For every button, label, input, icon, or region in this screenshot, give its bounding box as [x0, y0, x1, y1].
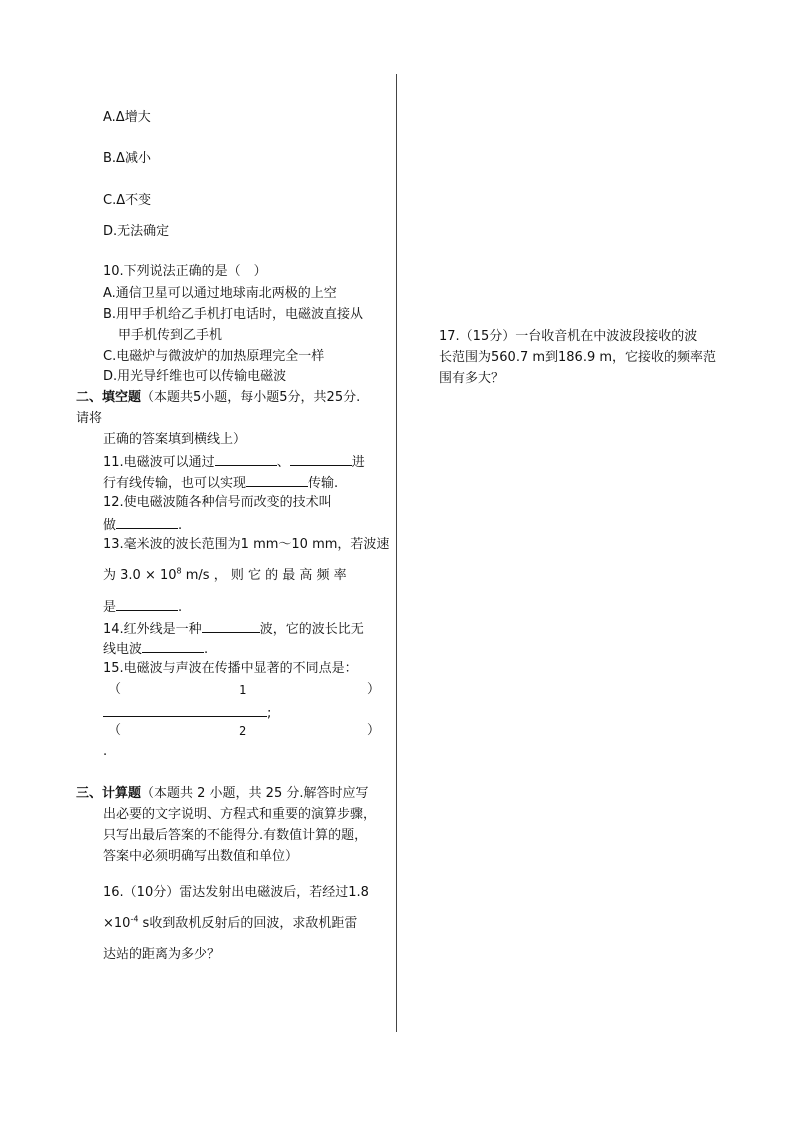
q13-line2: 为 $3.0 \times 10^8$ m/s ， 则 它 的 最 高 频 率 [103, 566, 347, 583]
option-b: B.Δ减小 [103, 151, 151, 166]
section2-heading-cont: 请将 [76, 411, 103, 426]
q12-blank [116, 514, 178, 529]
q10-option-b: B.用甲手机给乙手机打电话时，电磁波直接从 [103, 307, 364, 322]
q10-option-a: A.通信卫星可以通过地球南北两极的上空 [103, 286, 337, 301]
q16-line2: $\times 10^{-4}$ s收到敌机反射后的回波，求敌机距雷 [103, 914, 358, 931]
q15-item1-answer: ; [103, 702, 271, 724]
q10-option-d: D.用光导纤维也可以传输电磁波 [103, 369, 287, 384]
q15-item1-num: 1 [239, 683, 247, 697]
q15-item2-end: . [103, 744, 108, 759]
q13-line1: 13.毫米波的波长范围为1 mm～10 mm，若波速 [103, 537, 390, 552]
q14-blank-2 [142, 638, 204, 653]
q16-line3: 达站的距离为多少？ [103, 947, 221, 962]
q15-item2-open: （ [108, 723, 122, 738]
q10-stem: 10.下列说法正确的是（ ） [103, 264, 267, 279]
section3-instruction-4: 答案中必须明确写出数值和单位） [103, 849, 299, 864]
section2-heading: 二、填空题（本题共5小题，每小题5分，共25分. [76, 390, 361, 405]
q11-line2: 行有线传输，也可以实现 传输. [103, 472, 338, 494]
q15-item1-open: （ [108, 682, 122, 697]
q16-line1: 16.（10分）雷达发射出电磁波后，若经过1.8 [103, 885, 369, 900]
q10-option-b-cont: 甲手机传到乙手机 [118, 328, 223, 343]
q12-line2: 做 . [103, 514, 182, 536]
q15-item1-close: ） [367, 682, 381, 697]
option-d: D.无法确定 [103, 224, 170, 239]
q17-line2: 长范围为560.7 m到186.9 m，它接收的频率范 [439, 350, 717, 365]
section3-heading: 三、计算题（本题共 2 小题，共 25 分.解答时应写 [76, 786, 369, 801]
q11-line1: 11.电磁波可以通过 、 进 [103, 451, 365, 473]
q11-blank-3 [246, 472, 308, 487]
q14-blank-1 [202, 618, 260, 633]
q11-blank-1 [215, 451, 277, 466]
q14-line1: 14.红外线是一种 波，它的波长比无 [103, 618, 364, 640]
q15-item2-close: ） [367, 723, 381, 738]
section3-instruction-3: 只写出最后答案的不能得分.有数值计算的题， [103, 828, 368, 843]
q17-line1: 17.（15分）一台收音机在中波波段接收的波 [439, 329, 698, 344]
option-c: C.Δ不变 [103, 193, 152, 208]
section3-instruction-2: 出必要的文字说明、方程式和重要的演算步骤， [103, 807, 377, 822]
q15-item2-num: 2 [239, 724, 247, 738]
q12-line1: 12.使电磁波随各种信号而改变的技术叫 [103, 495, 332, 510]
q11-blank-2 [290, 451, 352, 466]
section2-instruction: 正确的答案填到横线上） [103, 432, 247, 447]
q15-blank-1 [103, 702, 267, 717]
column-divider [396, 74, 397, 1032]
q17-line3: 围有多大？ [439, 371, 505, 386]
q13-line3: 是 . [103, 596, 182, 618]
q13-blank [116, 596, 178, 611]
q15-stem: 15.电磁波与声波在传播中显著的不同点是： [103, 661, 358, 676]
option-a: A.Δ增大 [103, 110, 151, 125]
q10-option-c: C.电磁炉与微波炉的加热原理完全一样 [103, 349, 325, 364]
q14-line2: 线电波 . [103, 638, 208, 660]
